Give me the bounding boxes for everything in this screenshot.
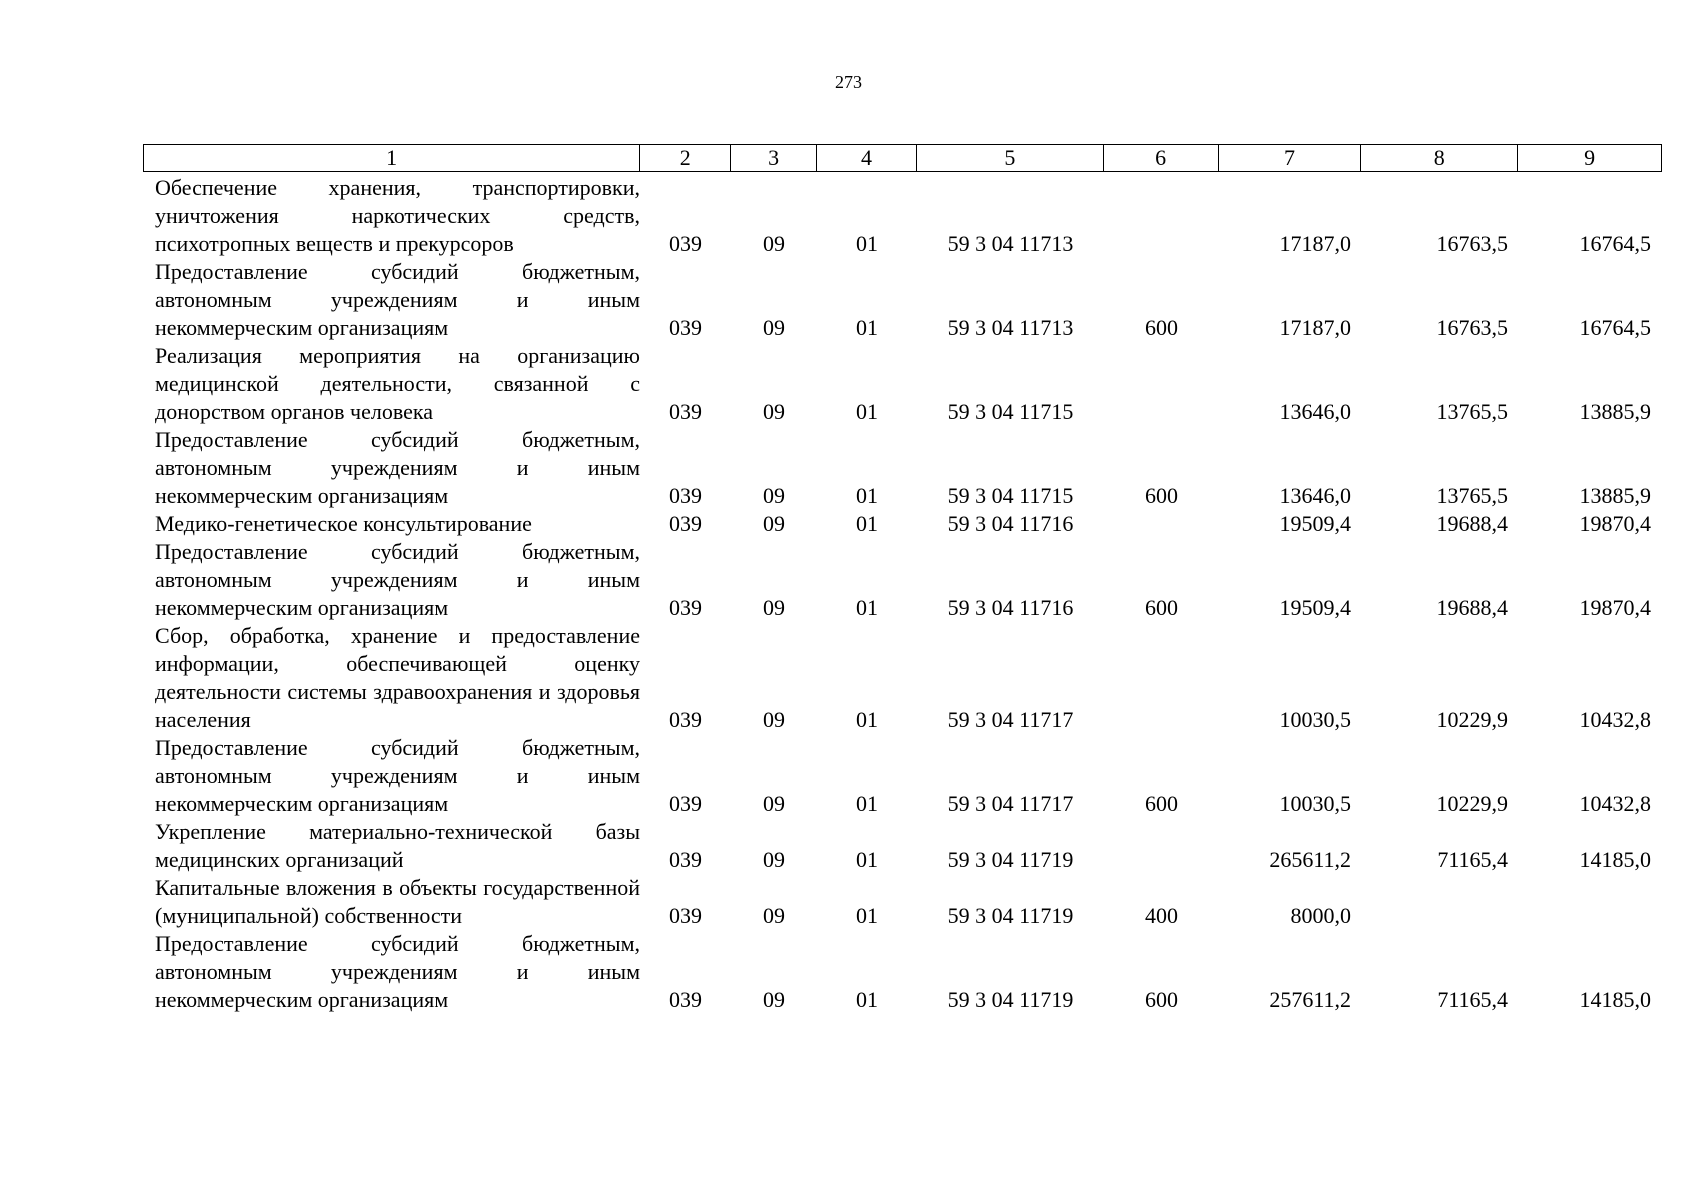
row-target-article-cell xyxy=(917,902,1104,930)
row-amount-col8-cell-text: 16763,5 xyxy=(1436,315,1508,340)
row-section-cell-text: 09 xyxy=(763,595,785,620)
row-amount-col9-cell-text: 19870,4 xyxy=(1579,511,1651,536)
row-amount-col7-cell-text: 257611,2 xyxy=(1269,987,1351,1012)
row-grbs-cell xyxy=(640,314,731,342)
row-subsection-cell xyxy=(817,230,917,258)
row-section-cell-text: 09 xyxy=(763,399,785,424)
row-amount-col7-cell xyxy=(1219,986,1362,1014)
row-amount-col9-cell-text: 16764,5 xyxy=(1579,315,1651,340)
row-subsection-cell xyxy=(817,482,917,510)
column-header-1: 1 xyxy=(144,145,640,171)
row-amount-col9-cell xyxy=(1519,314,1662,342)
row-target-article-cell xyxy=(917,230,1104,258)
row-amount-col9-cell xyxy=(1519,510,1662,538)
row-target-article-cell xyxy=(917,510,1104,538)
row-grbs-cell xyxy=(640,398,731,426)
row-target-article-cell-text: 59 3 04 11716 xyxy=(947,595,1074,620)
table-row xyxy=(143,930,1662,1014)
row-grbs-cell-text: 039 xyxy=(669,399,702,424)
row-expense-type-cell xyxy=(1104,482,1219,510)
row-amount-col7-cell xyxy=(1219,902,1362,930)
row-amount-col9-cell xyxy=(1519,398,1662,426)
row-amount-col8-cell xyxy=(1362,510,1519,538)
row-target-article-cell xyxy=(917,482,1104,510)
row-amount-col7-cell-text: 265611,2 xyxy=(1269,847,1351,872)
row-expense-type-cell-text: 600 xyxy=(1145,791,1178,816)
row-amount-col9-cell-text: 14185,0 xyxy=(1579,847,1651,872)
table-row xyxy=(143,426,1662,510)
row-name-cell-text: Обеспечение хранения, транспортировки, уничтожения наркотических средств, психотропных веществ и прекурсоров xyxy=(155,175,640,256)
row-amount-col7-cell xyxy=(1219,398,1362,426)
row-target-article-cell xyxy=(917,398,1104,426)
row-amount-col9-cell-text: 19870,4 xyxy=(1579,595,1651,620)
table-row xyxy=(143,342,1662,426)
row-name-cell-text: Реализация мероприятия на организацию медицинской деятельности, связанной с донорством органов человека xyxy=(155,343,640,424)
row-subsection-cell xyxy=(817,510,917,538)
row-target-article-cell-text: 59 3 04 11715 xyxy=(947,483,1074,508)
row-grbs-cell-text: 039 xyxy=(669,231,702,256)
row-name-cell-text: Предоставление субсидий бюджетным, автономным учреждениям и иным некоммерческим организациям xyxy=(155,931,640,1012)
row-section-cell xyxy=(731,398,817,426)
row-section-cell xyxy=(731,510,817,538)
row-expense-type-cell xyxy=(1104,986,1219,1014)
row-grbs-cell-text: 039 xyxy=(669,847,702,872)
table-row xyxy=(143,538,1662,622)
row-expense-type-cell xyxy=(1104,594,1219,622)
row-target-article-cell xyxy=(917,314,1104,342)
row-grbs-cell-text: 039 xyxy=(669,595,702,620)
row-section-cell xyxy=(731,706,817,734)
row-expense-type-cell xyxy=(1104,314,1219,342)
row-expense-type-cell xyxy=(1104,902,1219,930)
row-name-cell-text: Укрепление материально-технической базы медицинских организаций xyxy=(155,819,640,872)
row-target-article-cell-text: 59 3 04 11719 xyxy=(947,847,1074,872)
row-amount-col8-cell-text: 13765,5 xyxy=(1436,483,1508,508)
row-name-cell xyxy=(143,538,640,622)
row-grbs-cell xyxy=(640,706,731,734)
row-target-article-cell-text: 59 3 04 11716 xyxy=(947,511,1074,536)
row-section-cell-text: 09 xyxy=(763,483,785,508)
budget-table-body xyxy=(143,174,1662,1014)
row-section-cell xyxy=(731,790,817,818)
row-amount-col9-cell-text: 10432,8 xyxy=(1579,791,1651,816)
row-name-cell-text: Предоставление субсидий бюджетным, автономным учреждениям и иным некоммерческим организациям xyxy=(155,259,640,340)
row-grbs-cell xyxy=(640,230,731,258)
row-subsection-cell-text: 01 xyxy=(856,399,878,424)
row-name-cell xyxy=(143,818,640,874)
table-row xyxy=(143,174,1662,258)
row-subsection-cell xyxy=(817,846,917,874)
row-amount-col8-cell xyxy=(1362,706,1519,734)
row-section-cell-text: 09 xyxy=(763,903,785,928)
row-name-cell xyxy=(143,174,640,258)
row-subsection-cell-text: 01 xyxy=(856,315,878,340)
row-section-cell xyxy=(731,482,817,510)
row-amount-col8-cell xyxy=(1362,790,1519,818)
row-grbs-cell-text: 039 xyxy=(669,707,702,732)
row-amount-col9-cell-text: 13885,9 xyxy=(1579,483,1651,508)
row-name-cell-text: Предоставление субсидий бюджетным, автономным учреждениям и иным некоммерческим организациям xyxy=(155,427,640,508)
row-amount-col9-cell xyxy=(1519,482,1662,510)
row-amount-col7-cell-text: 8000,0 xyxy=(1290,903,1351,928)
row-target-article-cell-text: 59 3 04 11719 xyxy=(947,903,1074,928)
row-section-cell-text: 09 xyxy=(763,231,785,256)
row-amount-col8-cell-text: 10229,9 xyxy=(1436,791,1508,816)
table-row xyxy=(143,734,1662,818)
row-target-article-cell-text: 59 3 04 11717 xyxy=(947,791,1074,816)
row-amount-col7-cell-text: 17187,0 xyxy=(1279,315,1351,340)
row-amount-col7-cell xyxy=(1219,314,1362,342)
row-subsection-cell xyxy=(817,398,917,426)
row-amount-col8-cell-text: 19688,4 xyxy=(1436,511,1508,536)
row-amount-col8-cell xyxy=(1362,314,1519,342)
row-amount-col9-cell-text: 10432,8 xyxy=(1579,707,1651,732)
column-header-2: 2 xyxy=(640,145,731,171)
row-subsection-cell xyxy=(817,314,917,342)
row-amount-col9-cell xyxy=(1519,986,1662,1014)
row-subsection-cell-text: 01 xyxy=(856,847,878,872)
row-subsection-cell xyxy=(817,902,917,930)
row-amount-col7-cell xyxy=(1219,510,1362,538)
row-amount-col7-cell-text: 19509,4 xyxy=(1279,511,1351,536)
row-target-article-cell-text: 59 3 04 11715 xyxy=(947,399,1074,424)
row-amount-col8-cell xyxy=(1362,230,1519,258)
row-name-cell xyxy=(143,622,640,734)
row-target-article-cell xyxy=(917,846,1104,874)
table-row xyxy=(143,622,1662,734)
row-amount-col9-cell xyxy=(1519,790,1662,818)
row-amount-col9-cell xyxy=(1519,846,1662,874)
row-amount-col9-cell-text: 16764,5 xyxy=(1579,231,1651,256)
row-amount-col7-cell-text: 19509,4 xyxy=(1279,595,1351,620)
row-section-cell-text: 09 xyxy=(763,847,785,872)
row-grbs-cell-text: 039 xyxy=(669,511,702,536)
row-grbs-cell-text: 039 xyxy=(669,483,702,508)
row-name-cell xyxy=(143,342,640,426)
row-amount-col8-cell xyxy=(1362,398,1519,426)
row-section-cell xyxy=(731,986,817,1014)
row-amount-col7-cell-text: 17187,0 xyxy=(1279,231,1351,256)
row-grbs-cell xyxy=(640,790,731,818)
row-target-article-cell xyxy=(917,594,1104,622)
row-amount-col8-cell-text: 16763,5 xyxy=(1436,231,1508,256)
row-subsection-cell xyxy=(817,706,917,734)
row-name-cell xyxy=(143,734,640,818)
row-grbs-cell-text: 039 xyxy=(669,903,702,928)
row-section-cell xyxy=(731,846,817,874)
row-section-cell xyxy=(731,594,817,622)
row-amount-col9-cell xyxy=(1519,230,1662,258)
row-section-cell-text: 09 xyxy=(763,791,785,816)
row-amount-col8-cell-text: 71165,4 xyxy=(1437,847,1508,872)
row-subsection-cell-text: 01 xyxy=(856,483,878,508)
row-subsection-cell xyxy=(817,594,917,622)
row-grbs-cell xyxy=(640,482,731,510)
row-name-cell-text: Предоставление субсидий бюджетным, автономным учреждениям и иным некоммерческим организациям xyxy=(155,735,640,816)
page-number: 273 xyxy=(835,72,862,92)
row-target-article-cell xyxy=(917,986,1104,1014)
table-row xyxy=(143,874,1662,930)
row-amount-col7-cell xyxy=(1219,790,1362,818)
row-subsection-cell-text: 01 xyxy=(856,707,878,732)
row-subsection-cell-text: 01 xyxy=(856,231,878,256)
row-name-cell xyxy=(143,510,640,538)
column-header-6: 6 xyxy=(1104,145,1219,171)
table-row xyxy=(143,258,1662,342)
row-name-cell xyxy=(143,426,640,510)
row-amount-col8-cell-text: 19688,4 xyxy=(1436,595,1508,620)
row-amount-col7-cell xyxy=(1219,230,1362,258)
row-subsection-cell-text: 01 xyxy=(856,987,878,1012)
row-amount-col9-cell xyxy=(1519,706,1662,734)
row-grbs-cell xyxy=(640,846,731,874)
row-target-article-cell xyxy=(917,790,1104,818)
row-name-cell xyxy=(143,930,640,1014)
row-name-cell xyxy=(143,874,640,930)
row-amount-col7-cell-text: 10030,5 xyxy=(1279,791,1351,816)
row-name-cell-text: Предоставление субсидий бюджетным, автономным учреждениям и иным некоммерческим организациям xyxy=(155,539,640,620)
row-grbs-cell xyxy=(640,986,731,1014)
table-row xyxy=(143,818,1662,874)
row-expense-type-cell-text: 600 xyxy=(1145,595,1178,620)
row-amount-col8-cell-text: 10229,9 xyxy=(1436,707,1508,732)
column-header-3: 3 xyxy=(731,145,817,171)
row-section-cell-text: 09 xyxy=(763,707,785,732)
row-amount-col8-cell xyxy=(1362,594,1519,622)
row-subsection-cell xyxy=(817,790,917,818)
row-amount-col8-cell-text: 13765,5 xyxy=(1436,399,1508,424)
row-subsection-cell-text: 01 xyxy=(856,511,878,536)
row-amount-col8-cell xyxy=(1362,986,1519,1014)
row-subsection-cell xyxy=(817,986,917,1014)
row-amount-col7-cell-text: 13646,0 xyxy=(1279,483,1351,508)
row-name-cell-text: Медико-генетическое консультирование xyxy=(155,511,532,536)
row-expense-type-cell-text: 600 xyxy=(1145,315,1178,340)
row-amount-col9-cell-text: 14185,0 xyxy=(1579,987,1651,1012)
row-section-cell-text: 09 xyxy=(763,987,785,1012)
row-amount-col9-cell-text: 13885,9 xyxy=(1579,399,1651,424)
row-amount-col9-cell xyxy=(1519,594,1662,622)
row-section-cell xyxy=(731,314,817,342)
row-section-cell xyxy=(731,902,817,930)
row-amount-col7-cell-text: 10030,5 xyxy=(1279,707,1351,732)
column-header-row xyxy=(143,144,1662,172)
table-row xyxy=(143,510,1662,538)
row-amount-col8-cell xyxy=(1362,846,1519,874)
column-header-5: 5 xyxy=(917,145,1104,171)
row-amount-col7-cell xyxy=(1219,846,1362,874)
row-expense-type-cell-text: 600 xyxy=(1145,483,1178,508)
row-amount-col7-cell xyxy=(1219,706,1362,734)
row-subsection-cell-text: 01 xyxy=(856,791,878,816)
column-header-4: 4 xyxy=(817,145,917,171)
row-name-cell-text: Капитальные вложения в объекты государственной (муниципальной) собственности xyxy=(155,875,640,928)
row-grbs-cell-text: 039 xyxy=(669,315,702,340)
column-header-9: 9 xyxy=(1584,145,1596,170)
row-expense-type-cell xyxy=(1104,790,1219,818)
row-target-article-cell xyxy=(917,706,1104,734)
row-subsection-cell-text: 01 xyxy=(856,595,878,620)
row-target-article-cell-text: 59 3 04 11713 xyxy=(947,231,1074,256)
row-expense-type-cell-text: 400 xyxy=(1145,903,1178,928)
row-name-cell-text: Сбор, обработка, хранение и предоставление информации, обеспечивающей оценку деятельности системы здравоохранения и здоровья населения xyxy=(155,623,640,732)
row-grbs-cell xyxy=(640,902,731,930)
row-amount-col7-cell xyxy=(1219,482,1362,510)
column-header-7: 7 xyxy=(1219,145,1362,171)
row-section-cell-text: 09 xyxy=(763,511,785,536)
row-grbs-cell xyxy=(640,510,731,538)
row-grbs-cell-text: 039 xyxy=(669,791,702,816)
row-amount-col7-cell-text: 13646,0 xyxy=(1279,399,1351,424)
row-expense-type-cell-text: 600 xyxy=(1145,987,1178,1012)
row-name-cell xyxy=(143,258,640,342)
row-grbs-cell-text: 039 xyxy=(669,987,702,1012)
row-section-cell-text: 09 xyxy=(763,315,785,340)
row-section-cell xyxy=(731,230,817,258)
row-amount-col8-cell-text: 71165,4 xyxy=(1437,987,1508,1012)
row-amount-col8-cell xyxy=(1362,482,1519,510)
column-header-8: 8 xyxy=(1361,145,1518,171)
row-target-article-cell-text: 59 3 04 11717 xyxy=(947,707,1074,732)
row-target-article-cell-text: 59 3 04 11713 xyxy=(947,315,1074,340)
row-subsection-cell-text: 01 xyxy=(856,903,878,928)
row-amount-col7-cell xyxy=(1219,594,1362,622)
row-target-article-cell-text: 59 3 04 11719 xyxy=(947,987,1074,1012)
row-grbs-cell xyxy=(640,594,731,622)
